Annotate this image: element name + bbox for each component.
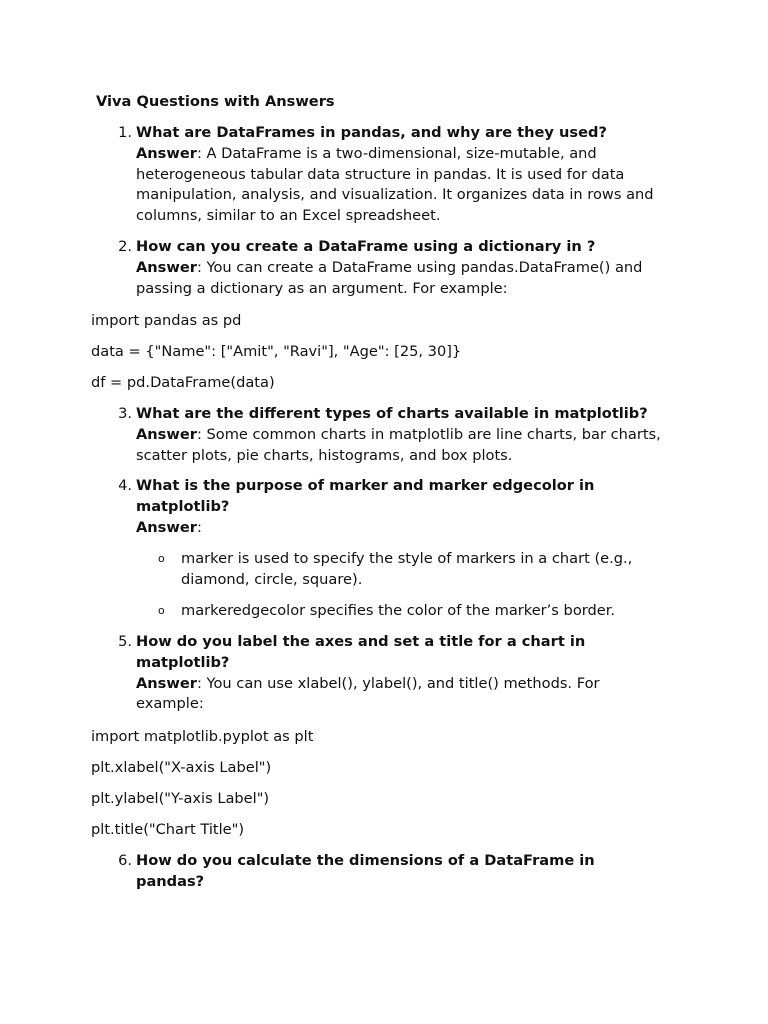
bullet-marker: o <box>158 552 165 565</box>
code-line: import pandas as pd <box>91 312 242 329</box>
question-title: What are DataFrames in pandas, and why are they used? <box>136 124 607 141</box>
bullet-text: markeredgecolor specifies the color of the marker’s border. <box>181 602 616 619</box>
code-line: plt.title("Chart Title") <box>91 821 245 838</box>
question-4 <box>112 476 632 538</box>
question-2 <box>112 237 692 299</box>
question-number: 2. <box>118 238 132 255</box>
question-5 <box>112 632 632 715</box>
answer-body: : Some common charts in matplotlib are line charts, bar charts, scatter plots, pie charts, histograms, and box plots. <box>136 425 661 464</box>
question-title: What are the different types of charts available in matplotlib? <box>136 405 648 422</box>
question-number: 6. <box>118 852 132 869</box>
answer-text <box>136 144 692 227</box>
answer-body: : You can create a DataFrame using pandas.DataFrame() and passing a dictionary as an argument. For example: <box>136 258 643 297</box>
answer-text <box>136 518 632 539</box>
question-number: 5. <box>118 633 132 650</box>
answer-body: : You can use xlabel(), ylabel(), and title() methods. For example: <box>136 674 600 713</box>
question-number: 3. <box>118 405 132 422</box>
bullet-marker: o <box>158 604 165 617</box>
bullet-text: marker is used to specify the style of markers in a chart (e.g., diamond, circle, square). <box>181 550 633 588</box>
question-title: How can you create a DataFrame using a dictionary in ? <box>136 238 596 255</box>
code-line: data = {"Name": ["Amit", "Ravi"], "Age": [25, 30]} <box>91 343 462 360</box>
answer-label: Answer <box>136 518 197 536</box>
code-line: plt.ylabel("Y-axis Label") <box>91 790 270 807</box>
question-1 <box>112 123 692 227</box>
question-number: 1. <box>118 124 132 141</box>
code-line: plt.xlabel("X-axis Label") <box>91 759 272 776</box>
answer-label: Answer <box>136 425 197 443</box>
question-number: 4. <box>118 477 132 494</box>
bullet-item <box>158 549 658 591</box>
answer-text <box>136 425 692 467</box>
answer-label: Answer <box>136 144 197 162</box>
answer-body: : <box>196 518 202 536</box>
bullet-item <box>158 601 658 622</box>
answer-text <box>136 674 632 716</box>
question-6 <box>112 851 632 893</box>
answer-label: Answer <box>136 258 197 276</box>
question-title: What is the purpose of marker and marker edgecolor in matplotlib? <box>136 477 595 515</box>
answer-body: : A DataFrame is a two-dimensional, size-mutable, and heterogeneous tabular data structure in pandas. It is used for data manipulation, analysis, and visualization. It organizes data in rows and columns, similar to an Excel spreadsheet. <box>136 144 654 225</box>
question-title: How do you calculate the dimensions of a DataFrame in pandas? <box>136 852 595 890</box>
code-line: df = pd.DataFrame(data) <box>91 374 275 391</box>
answer-text <box>136 258 692 300</box>
question-title: How do you label the axes and set a title for a chart in matplotlib? <box>136 633 586 671</box>
code-line: import matplotlib.pyplot as plt <box>91 728 314 745</box>
document-heading: Viva Questions with Answers <box>96 93 335 110</box>
question-3 <box>112 404 692 466</box>
answer-label: Answer <box>136 674 197 692</box>
